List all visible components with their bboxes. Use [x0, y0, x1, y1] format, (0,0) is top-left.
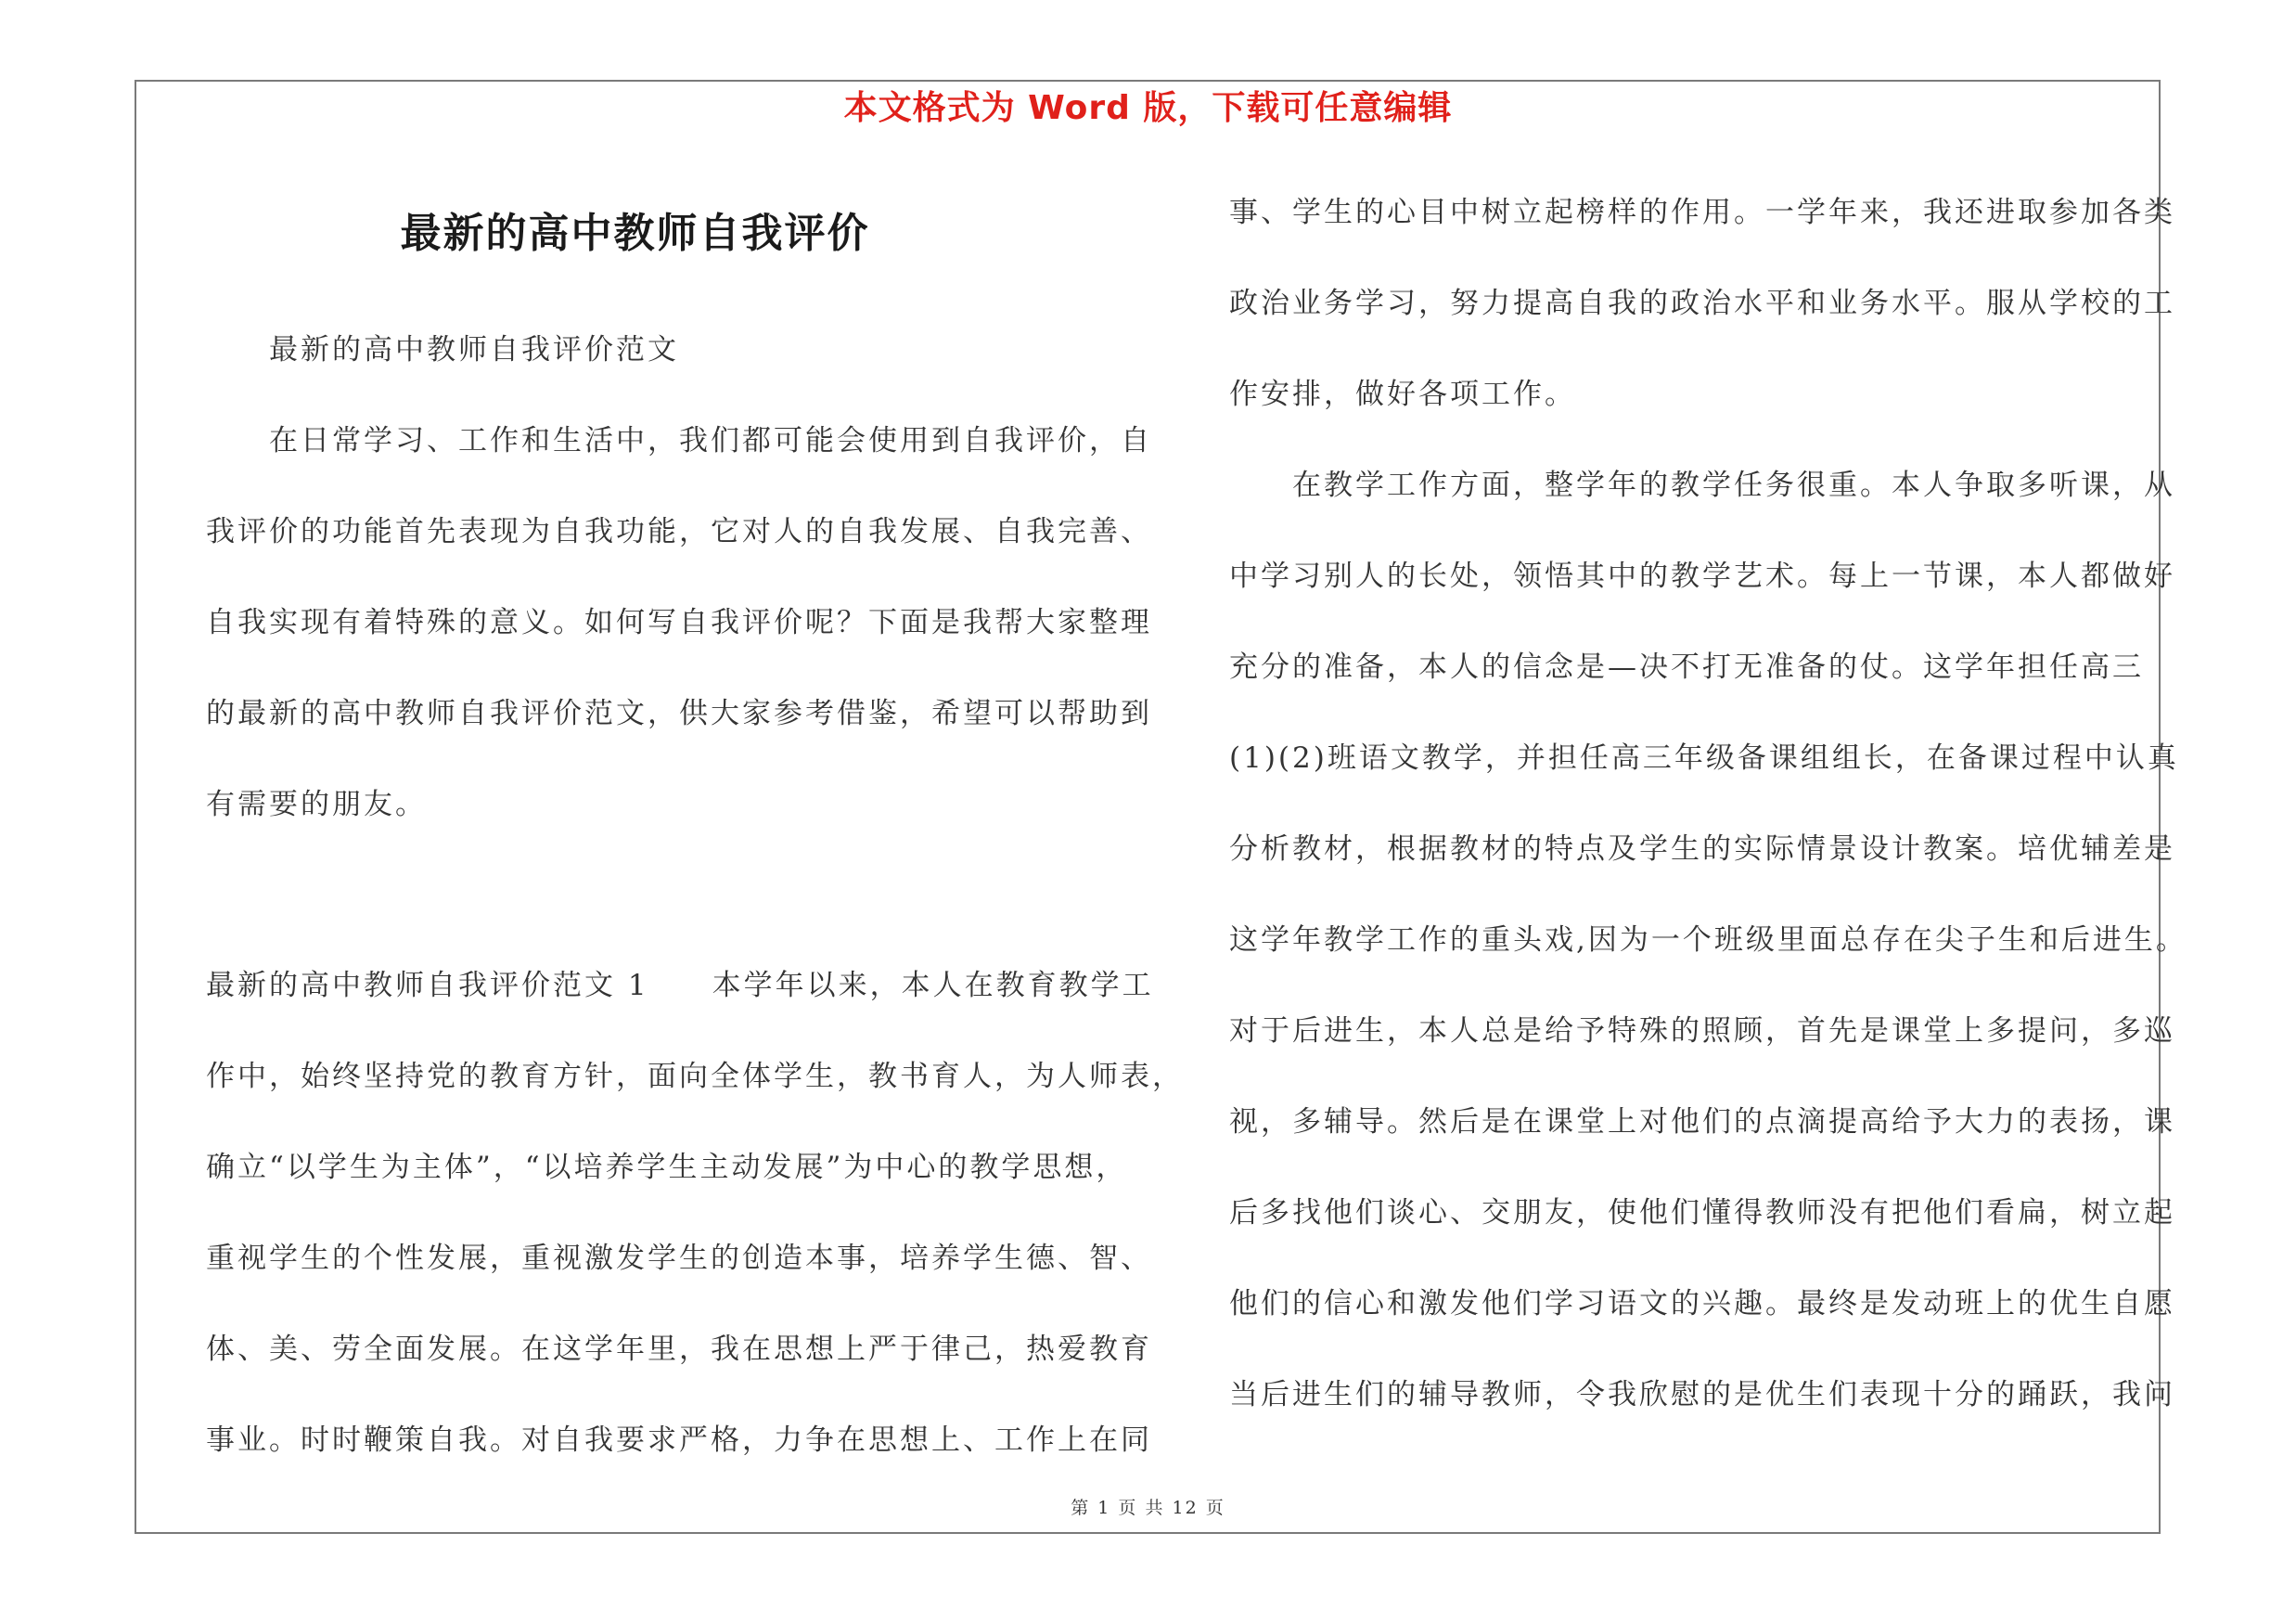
- paragraph-line: 体、美、劳全面发展。在这学年里，我在思想上严于律己，热爱教育: [206, 1333, 1152, 1366]
- paragraph-line: 最新的高中教师自我评价范文: [269, 333, 679, 367]
- word-format-banner: 本文格式为 Word 版，下载可任意编辑: [843, 89, 1453, 127]
- document-title: 最新的高中教师自我评价: [400, 210, 870, 257]
- paragraph-line: 作中，始终坚持党的教育方针，面向全体学生，教书育人，为人师表，: [206, 1060, 1184, 1093]
- footer-suffix: 页: [1205, 1498, 1225, 1518]
- footer-prefix: 第: [1071, 1498, 1091, 1518]
- paragraph-line: 重视学生的个性发展，重视激发学生的创造本事，培养学生德、智、: [206, 1242, 1152, 1275]
- paragraph-line: (1)(2)班语文教学，并担任高三年级备课组组长，在备课过程中认真: [1229, 741, 2179, 775]
- paragraph-line: 自我实现有着特殊的意义。如何写自我评价呢？下面是我帮大家整理: [206, 606, 1152, 639]
- page-number-footer: [0, 1496, 2296, 1520]
- paragraph-line: 当后进生们的辅导教师，令我欣慰的是优生们表现十分的踊跃，我问: [1229, 1378, 2175, 1411]
- paragraph-line: 这学年教学工作的重头戏,因为一个班级里面总存在尖子生和后进生。: [1229, 923, 2187, 957]
- paragraph-line: 的最新的高中教师自我评价范文，供大家参考借鉴，希望可以帮助到: [206, 697, 1152, 730]
- paragraph-line: 充分的准备，本人的信念是—决不打无准备的仗。这学年担任高三: [1229, 650, 2144, 684]
- paragraph-line: 确立“以学生为主体”，“以培养学生主动发展”为中心的教学思想，: [206, 1151, 1128, 1184]
- paragraph-line: 事、学生的心目中树立起榜样的作用。一学年来，我还进取参加各类: [1229, 196, 2175, 229]
- paragraph-line: 对于后进生，本人总是给予特殊的照顾，首先是课堂上多提问，多巡: [1229, 1014, 2175, 1048]
- paragraph-line: 分析教材，根据教材的特点及学生的实际情景设计教案。培优辅差是: [1229, 832, 2175, 866]
- paragraph-line: 有需要的朋友。: [206, 788, 427, 821]
- paragraph-line: 在日常学习、工作和生活中，我们都可能会使用到自我评价，自: [269, 424, 1152, 457]
- paragraph-line: 政治业务学习，努力提高自我的政治水平和业务水平。服从学校的工: [1229, 287, 2175, 320]
- paragraph-line: 他们的信心和激发他们学习语文的兴趣。最终是发动班上的优生自愿: [1229, 1287, 2175, 1320]
- paragraph-line: 中学习别人的长处，领悟其中的教学艺术。每上一节课，本人都做好: [1229, 560, 2175, 593]
- paragraph-line: 视，多辅导。然后是在课堂上对他们的点滴提高给予大力的表扬，课: [1229, 1105, 2175, 1139]
- paragraph-line: 在教学工作方面，整学年的教学任务很重。本人争取多听课，从: [1292, 469, 2175, 502]
- paragraph-line: 后多找他们谈心、交朋友，使他们懂得教师没有把他们看扁，树立起: [1229, 1196, 2175, 1230]
- paragraph-line: 作安排，做好各项工作。: [1229, 378, 1576, 411]
- current-page-number: 1: [1097, 1498, 1111, 1518]
- paragraph-line: 最新的高中教师自我评价范文 1 本学年以来，本人在教育教学工: [206, 969, 1154, 1002]
- paragraph-line: 我评价的功能首先表现为自我功能，它对人的自我发展、自我完善、: [206, 515, 1152, 548]
- paragraph-line: 事业。时时鞭策自我。对自我要求严格，力争在思想上、工作上在同: [206, 1423, 1152, 1457]
- total-page-count: 12: [1172, 1498, 1199, 1518]
- footer-mid: 页 共: [1118, 1498, 1165, 1518]
